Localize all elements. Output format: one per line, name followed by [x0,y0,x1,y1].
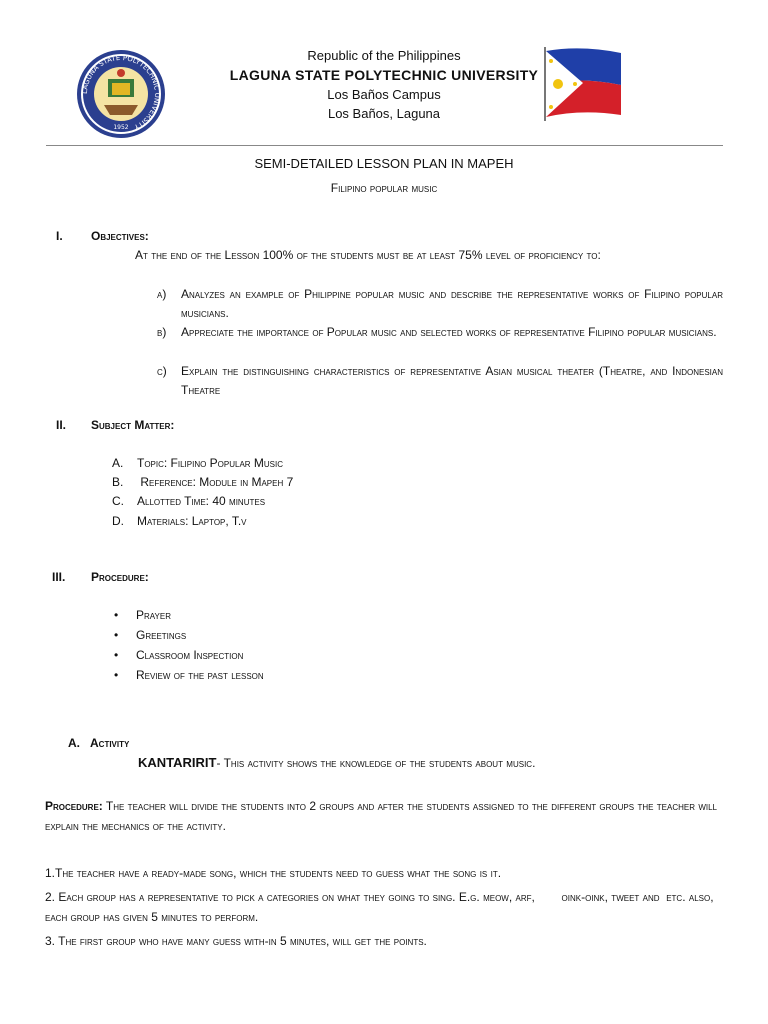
republic-line: Republic of the Philippines [307,48,461,63]
objective-item: b) Appreciate the importance of Popular music and selected works of representative Filipino popular musicians. [157,325,717,339]
activity-step: 3. The first group who have many guess with-in 5 minutes, will get the points. [45,934,427,948]
campus-name: Los Baños Campus [327,87,441,102]
activity-description: KANTARIRIT- This activity shows the knowledge of the students about music. [138,755,536,770]
procedure-bullet: • Greetings [114,628,187,642]
activity-name: KANTARIRIT [138,755,217,770]
document-title: SEMI-DETAILED LESSON PLAN IN MAPEH [254,156,514,171]
procedure-label: Procedure: [45,799,103,813]
activity-marker: A. [68,736,80,750]
seal-year: 1952 [113,124,129,131]
activity-procedure: Procedure: The teacher will divide the students into 2 groups and after the students assigned to the different groups the teacher will explain the mechanics of the activity. [45,799,718,833]
subject-item: A. Topic: Filipino Popular Music [112,456,284,470]
section-number: III. [52,570,66,584]
document-subtitle: Filipino popular music [330,181,438,195]
objective-item: c) Explain the distinguishing characteristics of representative Asian musical theater (Theatre, and Indonesian Theatre [157,364,723,397]
section-label: Procedure: [91,570,149,584]
subject-item: B. Reference: Module in Mapeh 7 [112,475,294,489]
section-number: I. [56,229,63,243]
procedure-bullet: • Prayer [114,608,171,622]
subject-item: C. Allotted Time: 40 minutes [112,494,266,508]
campus-location: Los Baños, Laguna [327,106,441,121]
university-name: LAGUNA STATE POLYTECHNIC UNIVERSITY [229,67,539,83]
section-label: Objectives: [91,229,149,243]
objectives-intro: At the end of the Lesson 100% of the students must be at least 75% level of proficiency to: [135,248,601,262]
activity-label: Activity [90,736,130,750]
activity-step: 1.The teacher have a ready-made song, which the students need to guess what the song is it. [45,866,502,880]
objective-item: a) Analyzes an example of Philippine popular music and describe the representative works of Filipino popular musicians. [157,287,723,320]
header-divider [46,145,723,146]
section-label: Subject Matter: [91,418,175,432]
procedure-bullet: • Review of the past lesson [114,668,264,682]
section-number: II. [56,418,67,432]
procedure-bullet: • Classroom Inspection [114,648,244,662]
subject-item: D. Materials: Laptop, T.v [112,514,247,528]
seal-text: LAGUNA STATE POLYTECHNIC UNIVERSITY [80,53,162,132]
activity-step: 2. Each group has a representative to pick a categories on what they going to sing. E.g. meow, arf, oink-oink, tweet and etc. also, each group has given 5 minutes to perform. [45,890,717,924]
